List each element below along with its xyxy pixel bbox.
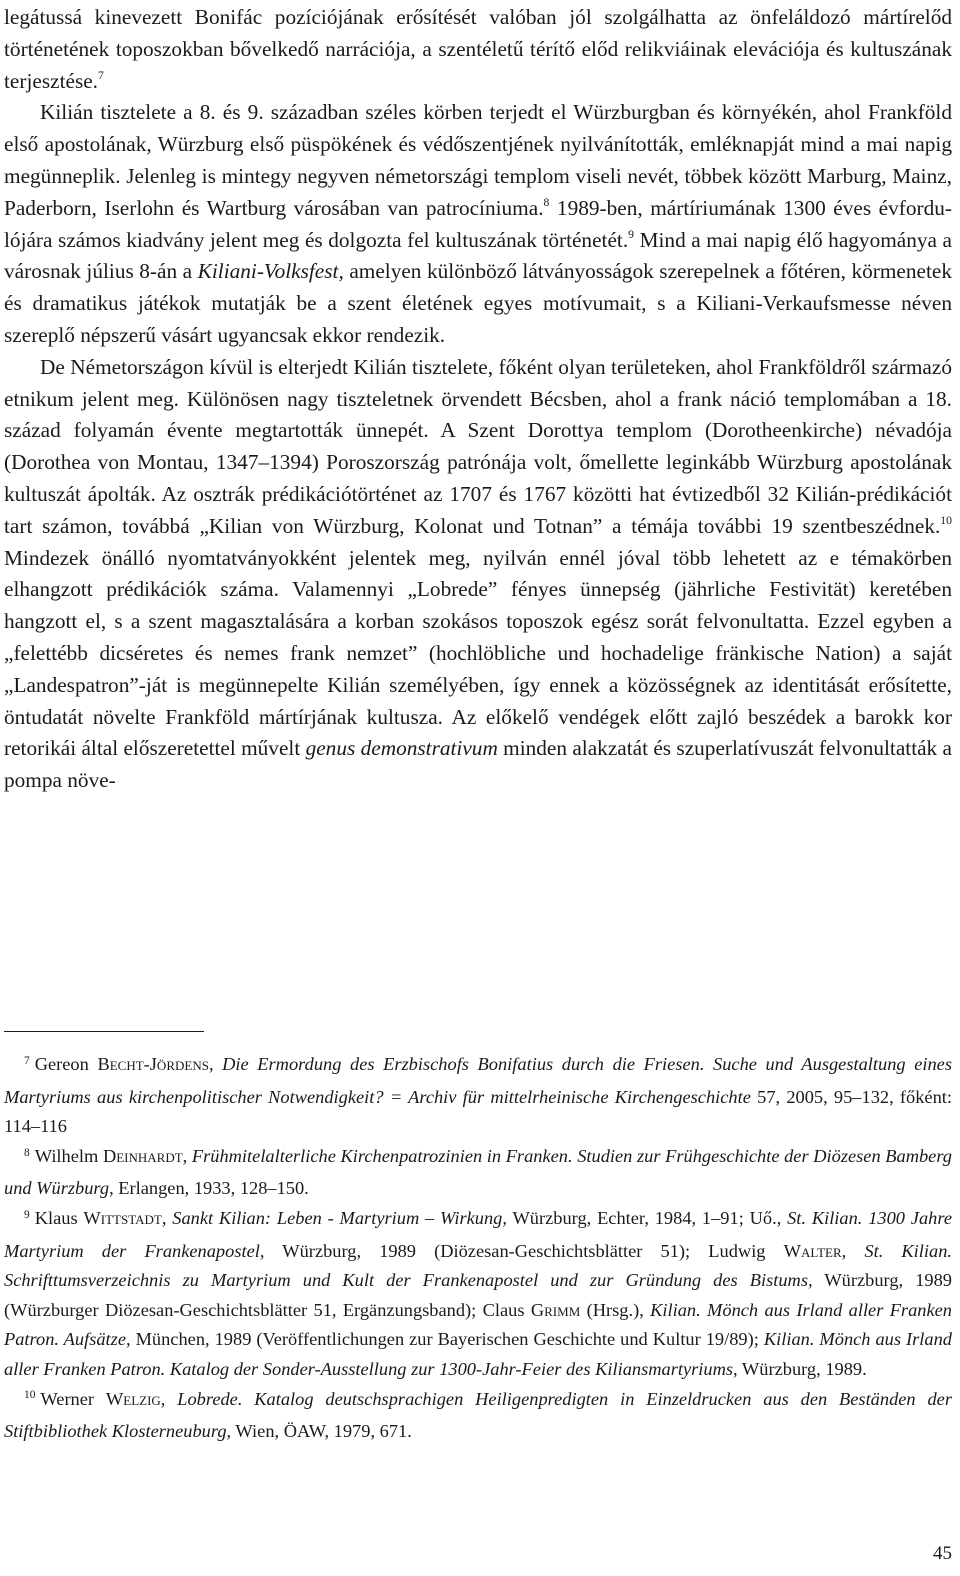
body-text [4,2,952,797]
paragraph-3 [4,352,952,797]
work-title: Frühmitelalterliche Kirchenpatrozinien in Franken. Studien zur Frühgeschichte der Diözesen Bamberg und Würzburg, [4,1145,953,1199]
work-title: Lobrede. Katalog deutschsprachigen Heiligenpredigten in Einzeldrucken aus den Beständen der Stiftbibliothek Klosterneuburg, [4,1388,952,1442]
work-title: Kilian. Mönch aus Irland aller Franken Patron. Katalog der Sonder-Ausstellung zur 1300-Jahr-Feier des Kiliansmartyriums, [4,1329,952,1379]
text-run: De Németországon kívül is elterjedt Kilián tisztelete, főként olyan területeken, ahol Frankföldről származó etnikum jelent meg. Különösen nagy tiszteletnek örvendett Bécsben, ahol a frank náció templomában a 18. század folyamán évente megtartották ünnepét. A Szent Dorottya templom (Dorotheenkirche) névadója (Dorothea von Montau, 1347–1394) Poroszország patrónája volt, őmellette leginkább Würzburg apostolának kultuszát ápolták. Az osztrák prédikációtörténet az 1707 és 1767 közötti hat évtizedből 32 Kilián-prédikációt tart számon, továbbá „Kilian von Würzburg, Kolonat und Totnan” a témája további 19 szentbeszédnek. [4,354,952,538]
text-run: Klaus [34,1207,84,1228]
work-title: Die Ermordung des Erzbischofs Bonifatius durch die Friesen. Suche und Ausgestaltung eines Martyriums aus kirchenpolitischer Notwendigkeit? = Archiv für mittelrheinische Kirchengeschichte [4,1054,952,1107]
footnote-number: 8 [24,1146,30,1159]
text-run: Erlangen, 1933, 128–150. [113,1178,309,1199]
author-name: Grimm [530,1299,581,1320]
text-run: , [160,1388,178,1409]
text-run: (Hrsg.), [580,1299,651,1320]
text-run: Wilhelm [34,1145,103,1166]
text-run: Wien, ÖAW, 1979, 671. [231,1421,412,1442]
text-run: Würzburg, 1989 (Würzburger Diözesan-Geschichtsblätter 51, Ergänzungsband); Claus [4,1270,952,1320]
page-number: 45 [933,1543,952,1564]
author-name: Becht-Jördens [97,1054,209,1074]
work-title: Sankt Kilian: Leben - Martyrium – Wirkung, [172,1207,507,1228]
text-run: Mind a mai napig élő hagyománya a városnak július 8-án a [4,227,952,284]
text-run: 1989-ben, mártíriumának 1300 éves évfordulójára számos kiadvány jelent meg és dolgozta fel kultuszának történetét. [4,195,952,252]
footnote-separator [4,1031,204,1032]
author-name: Wittstadt [83,1207,162,1228]
text-run: 57, 2005, 95–132, főként: 114–116 [4,1086,952,1137]
text-run: Mindezek önálló nyomtatványokként jelentek meg, nyilván ennél jóval több lehetett az e témakörben elhangzott prédikációk száma. Valamennyi „Lobrede” fényes ünnepség (jährliche Festivität) keretében hangzott el, s a szent magasztalására a korban szokásos toposzok egész sorát felvonultatta. Ezzel egyben a „felettébb dicséretes és nemes frank nemzet” (hochlöbliche und hochadelige fränkische Nation) a saját „Landespatron”-ját is megünnepelte Kilián személyében, így ennek a közösségnek az identitását erősítette, öntudatát növelte Frankföld mártírjának kultusza. Az előkelő vendégek előtt zajló beszédek a barokk kor retorikái által előszeretettel művelt [4,545,952,761]
text-run: Kilián tisztelete a 8. és 9. században széles körben terjedt el Würzburgban és környékén, ahol Frankföld első apostolának, Würzburg első püspökének és védőszentjének nyilvánították, emléknapját mind a mai napig megünneplik. Jelenleg is mintegy negyven németországi templom viseli nevét, többek között Marburg, Mainz, Paderborn, Iserlohn és Wartburg városában van patrocíniuma. [4,100,952,220]
work-title: Kilian. Mönch aus Irland aller Franken Patron. Aufsätze, [4,1299,953,1350]
footnote-8 [4,1142,952,1204]
text-run: , [161,1207,173,1228]
footnote-ref-9[interactable]: 9 [628,227,635,241]
text-run: Würzburg, 1989. [737,1358,867,1379]
text-run: , [182,1145,192,1166]
text-run: amelyen különböző látványosságok szerepelnek a főtéren, körmenetek és dramatikus játékok mutatják be a szent életének egyes motívumait, s a Kiliani-Verkaufsmesse néven szereplő népszerű vásárt ugyancsak ekkor rendezik. [4,259,952,347]
footnote-10 [4,1385,952,1447]
author-name: Welzig [105,1388,161,1409]
footnote-ref-7[interactable]: 7 [98,68,104,82]
text-run: München, 1989 (Veröffentlichungen zur Bayerischen Geschichte und Kultur 19/89); [130,1329,764,1350]
text-run: Werner [40,1388,106,1409]
italic-term: Kiliani-Volksfest, [197,259,344,284]
text-run: Würzburg, 1989 (Diözesan-Geschichtsblätter 51); Ludwig [264,1240,784,1261]
text-run: minden alakzatát és szuperlatívuszát felvonultatták a pompa növe- [4,736,952,793]
author-name: Deinhardt [102,1145,183,1166]
footnote-ref-10[interactable]: 10 [940,513,952,527]
footnote-7 [4,1050,952,1142]
text-run: legátussá kinevezett Bonifác pozíciójának erősítését valóban jól szolgálhatta az önfeláldozó mártírelőd történetének toposzokban bővelkedő narrációja, a szentéletű térítő előd relikviáinak elevációja és kultuszának terjesztése. [4,5,952,93]
author-name: Walter [783,1240,842,1261]
footnotes [4,1050,952,1447]
text-run: Würzburg, Echter, 1984, 1–91; Uő., [506,1207,788,1228]
paragraph-2 [4,97,952,351]
footnote-ref-8[interactable]: 8 [543,196,550,209]
paragraph-1 [4,2,952,97]
footnote-number: 9 [24,1208,30,1221]
work-title: St. Kilian. Schrifttumsverzeichnis zu Martyrium und Kult der Frankenapostel und zur Gründung des Bistums, [4,1240,952,1291]
footnote-number: 7 [24,1054,30,1067]
footnote-number: 10 [24,1389,36,1402]
work-title: St. Kilian. 1300 Jahre Martyrium der Frankenapostel, [4,1207,952,1261]
text-run: , [208,1054,223,1074]
text-run: , [841,1240,865,1261]
italic-term: genus demonstrativum [305,736,498,761]
footnote-9 [4,1204,952,1385]
text-run: Gereon [34,1054,98,1074]
